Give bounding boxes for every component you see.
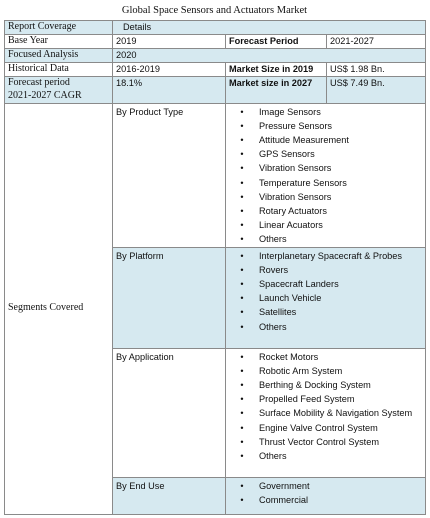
segment-item-text: Vibration Sensors [259, 163, 332, 174]
segment-item-text: Temperature Sensors [259, 177, 347, 188]
segment-item-text: Attitude Measurement [259, 134, 349, 145]
bullet-icon: • [240, 450, 244, 461]
segment-item-text: Robotic Arm System [259, 365, 343, 376]
bullet-icon: • [240, 408, 244, 419]
segment-item-text: Interplanetary Spacecraft & Probes [259, 250, 402, 261]
segment-item-text: Rotary Actuators [259, 205, 327, 216]
segment-name: By Product Type [113, 103, 226, 247]
segment-item-text: Rovers [259, 264, 289, 275]
segment-name: By Application [113, 348, 226, 477]
segment-items-cell [226, 103, 426, 247]
historical-data-value: 2016-2019 [113, 62, 226, 76]
forecast-cagr-label-line2: 2021-2027 CAGR [8, 89, 82, 101]
segment-item-text: Satellites [259, 307, 297, 318]
segment-items-cell [226, 247, 426, 348]
segment-item [229, 190, 422, 204]
segment-item-text: Image Sensors [259, 106, 321, 117]
segment-item [229, 105, 422, 119]
segment-item-text: Government [259, 480, 310, 491]
bullet-icon: • [240, 120, 244, 131]
market-size-2027-label: Market size in 2027 [226, 76, 327, 103]
segment-item [229, 364, 422, 378]
segment-item [229, 305, 422, 319]
bullet-icon: • [240, 394, 244, 405]
segment-item-text: Pressure Sensors [259, 120, 333, 131]
bullet-icon: • [240, 379, 244, 390]
bullet-icon: • [240, 365, 244, 376]
segments-covered-label: Segments Covered [5, 103, 113, 514]
segment-item [229, 392, 422, 406]
report-coverage-value: Details [113, 21, 426, 35]
segment-item-text: Others [259, 234, 287, 245]
segment-item-text: Propelled Feed System [259, 394, 355, 405]
bullet-icon: • [240, 134, 244, 145]
report-coverage-label: Report Coverage [5, 21, 113, 35]
row-historical-data [5, 62, 426, 76]
bullet-icon: • [240, 480, 244, 491]
bullet-icon: • [240, 191, 244, 202]
segment-item-text: Rocket Motors [259, 351, 319, 362]
segment-item [229, 421, 422, 435]
bullet-icon: • [240, 278, 244, 289]
segment-item [229, 263, 422, 277]
segment-item-text: Engine Valve Control System [259, 422, 378, 433]
segment-name: By Platform [113, 247, 226, 348]
bullet-icon: • [240, 149, 244, 160]
segment-items-cell [226, 348, 426, 477]
segment-name: By End Use [113, 477, 226, 514]
segment-list [229, 349, 422, 464]
segment-item [229, 218, 422, 232]
segment-item [229, 176, 422, 190]
row-base-year [5, 34, 426, 48]
segment-item-text: Launch Vehicle [259, 293, 322, 304]
segment-item-text: Commercial [259, 494, 309, 505]
report-page [4, 4, 425, 514]
bullet-icon: • [240, 220, 244, 231]
segment-item [229, 320, 422, 334]
row-report-coverage [5, 21, 426, 35]
bullet-icon: • [240, 321, 244, 332]
segment-item-text: Spacecraft Landers [259, 278, 339, 289]
segment-item [229, 435, 422, 449]
segment-item [229, 232, 422, 246]
segment-item [229, 204, 422, 218]
segment-list [229, 478, 422, 507]
base-year-label: Base Year [5, 34, 113, 48]
segment-item-text: GPS Sensors [259, 149, 315, 160]
segment-item [229, 119, 422, 133]
segment-item [229, 449, 422, 463]
table-title: Global Space Sensors and Actuators Market [121, 5, 308, 16]
forecast-cagr-value: 18.1% [113, 76, 226, 103]
segment-item [229, 406, 422, 420]
segment-item-text: Thrust Vector Control System [259, 436, 379, 447]
segment-product-type [5, 103, 426, 247]
bullet-icon: • [240, 106, 244, 117]
bullet-icon: • [240, 205, 244, 216]
bullet-icon: • [240, 264, 244, 275]
segment-list [229, 248, 422, 334]
bullet-icon: • [240, 250, 244, 261]
segment-item [229, 350, 422, 364]
segment-item-text: Berthing & Docking System [259, 379, 371, 390]
segment-list [229, 104, 422, 247]
segment-items-cell [226, 477, 426, 514]
segment-item [229, 479, 422, 493]
bullet-icon: • [240, 307, 244, 318]
market-size-2027-value: US$ 7.49 Bn. [327, 76, 426, 103]
bullet-icon: • [240, 436, 244, 447]
row-focused-analysis [5, 48, 426, 62]
segment-item [229, 493, 422, 507]
bullet-icon: • [240, 293, 244, 304]
segment-item-text: Surface Mobility & Navigation System [259, 408, 413, 419]
focused-analysis-value: 2020 [113, 48, 426, 62]
row-forecast-cagr [5, 76, 426, 103]
market-size-2019-value: US$ 1.98 Bn. [327, 62, 426, 76]
segment-item [229, 133, 422, 147]
market-size-2019-label: Market Size in 2019 [226, 62, 327, 76]
segment-item [229, 161, 422, 175]
segment-item [229, 147, 422, 161]
segment-item-text: Vibration Sensors [259, 191, 332, 202]
segment-item [229, 249, 422, 263]
bullet-icon: • [240, 351, 244, 362]
bullet-icon: • [240, 234, 244, 245]
forecast-period-label: Forecast Period [226, 34, 327, 48]
focused-analysis-label: Focused Analysis [5, 48, 113, 62]
bullet-icon: • [240, 177, 244, 188]
segment-item-text: Linear Acuators [259, 220, 323, 231]
forecast-cagr-label [5, 76, 113, 103]
bullet-icon: • [240, 494, 244, 505]
base-year-value: 2019 [113, 34, 226, 48]
historical-data-label: Historical Data [5, 62, 113, 76]
segment-item [229, 378, 422, 392]
segment-item [229, 291, 422, 305]
forecast-period-value: 2021-2027 [327, 34, 426, 48]
bullet-icon: • [240, 422, 244, 433]
segment-item-text: Others [259, 321, 287, 332]
segment-item-text: Others [259, 450, 287, 461]
forecast-cagr-label-line1: Forecast period [8, 77, 70, 88]
report-table [4, 20, 426, 515]
bullet-icon: • [240, 163, 244, 174]
segment-item [229, 277, 422, 291]
